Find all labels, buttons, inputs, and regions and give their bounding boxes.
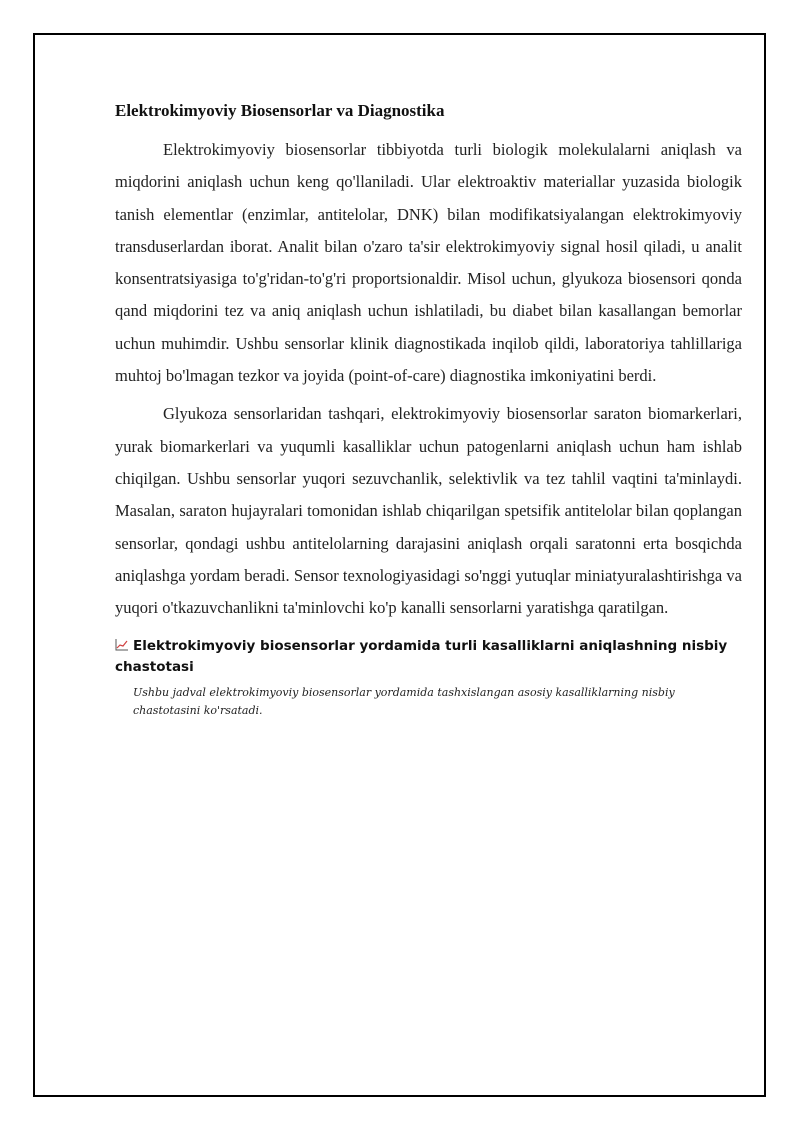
chart-caption: Ushbu jadval elektrokimyoviy biosensorlar yordamida tashxislangan asosiy kasalliklarning nisbiy chastotasini ko'rsatadi. [133, 686, 675, 718]
paragraph-2: Glyukoza sensorlaridan tashqari, elektrokimyoviy biosensorlar saraton biomarkerlari, yurak biomarkerlari va yuqumli kasalliklar uchun patogenlarni aniqlash uchun ham ishlab chiqilgan. Ushbu sensorlar yuqori sezuvchanlik, selektivlik va tez tahlil vaqtini ta'minlaydi. Masalan, saraton hujayralari tomonidan ishlab chiqarilgan spetsifik antitelolar bilan qoplangan sensorlar, qondagi ushbu antitelolarning darajasini aniqlash orqali saratonni erta bosqichda aniqlashga yordam beradi. Sensor texnologiyasidagi so'nggi yutuqlar miniatyuralashtirishga va yuqori o'tkazuvchanlikni ta'minlovchi ko'p kanalli sensorlarni yaratishga qaratilgan. [115, 404, 742, 618]
paragraph-1: Elektrokimyoviy biosensorlar tibbiyotda turli biologik molekulalarni aniqlash va miqdorini aniqlash uchun keng qo'llaniladi. Ular elektroaktiv materiallar yuzasida biologik tanish elementlar (enzimlar, antitelolar, DNK) bilan modifikatsiyalangan elektrokimyoviy transduserlardan iborat. Analit bilan o'zaro ta'sir elektrokimyoviy signal hosil qiladi, u analit konsentratsiyasiga to'g'ridan-to'g'ri proportsionaldir. Misol uchun, glyukoza biosensori qonda qand miqdorini tez va aniq aniqlash uchun ishlatiladi, bu diabet bilan kasallangan bemorlar uchun muhimdir. Ushbu sensorlar klinik diagnostikada inqilob qildi, laboratoriya tahlillariga muhtoj bo'lmagan tezkor va joyida (point-of-care) diagnostika imkoniyatini berdi. [115, 140, 742, 386]
chart-title [115, 636, 742, 678]
section-heading: Elektrokimyoviy Biosensorlar va Diagnostika [115, 101, 445, 120]
document-body [115, 98, 742, 720]
chart-increasing-icon [115, 638, 129, 651]
chart-title-text: Elektrokimyoviy biosensorlar yordamida turli kasalliklarni aniqlashning nisbiy chastotasi [115, 638, 728, 676]
